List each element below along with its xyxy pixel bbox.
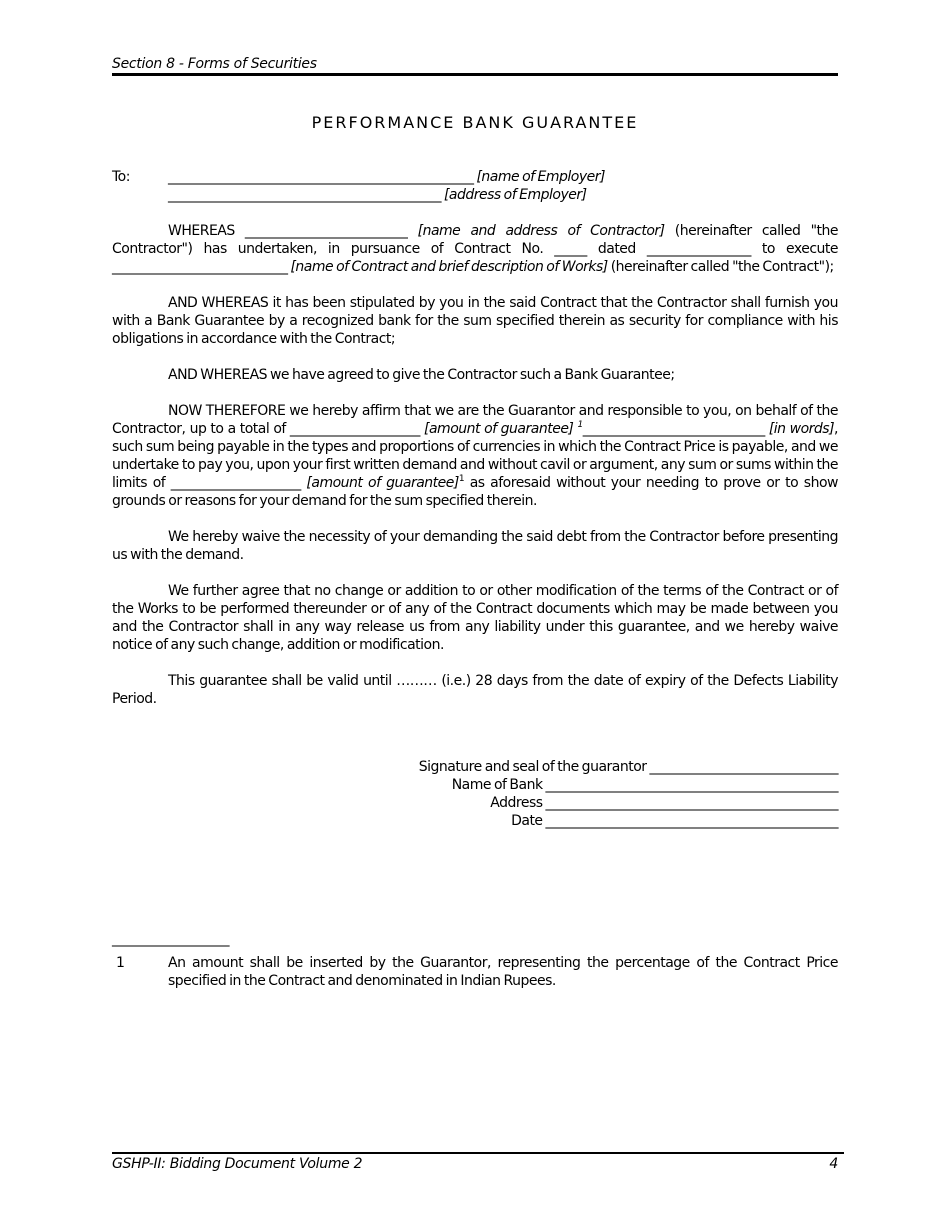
validity-paragraph: This guarantee shall be valid until ……… (i.e.) 28 days from the date of expiry of the Defects Liability Period.: [112, 673, 838, 707]
amount-hint-1: [amount of guarantee]: [424, 421, 574, 437]
signature-block: [112, 758, 838, 830]
employer-address-blank: __________________________________________: [168, 187, 441, 203]
whereas-text-1: WHEREAS _________________________: [168, 223, 418, 239]
now-therefore-text-2: , such sum being payable in the types and proportions of currencies in which the Contract Price is payable, and we undertake to pay you, upon your first written demand and without cavil or argument, any sum or sums within the limits of ____________________: [112, 421, 838, 491]
footnote-text: An amount shall be inserted by the Guarantor, representing the percentage of the Contract Price specified in the Contract and denominated in Indian Rupees.: [168, 955, 838, 989]
address-line: Address _____________________________________________: [490, 795, 838, 811]
contractor-hint: [name and address of Contractor]: [417, 223, 665, 239]
whereas-text-2: (hereinafter called "the Contractor") has undertaken, in pursuance of Contract No. _____ dated ________________ to execute ___________________________: [112, 223, 839, 275]
employer-name-blank: _______________________________________________: [168, 169, 474, 185]
amount-hint-2: [amount of guarantee]: [306, 475, 459, 491]
footnote-number: 1: [116, 955, 125, 971]
words-blank: ____________________________: [582, 421, 769, 437]
words-hint: [in words]: [768, 421, 835, 437]
bank-name-line: Name of Bank _____________________________________________: [451, 777, 838, 793]
employer-address-hint: [address of Employer]: [443, 187, 587, 203]
contract-hint: [name of Contract and brief description of Works]: [290, 259, 608, 275]
further-agree-paragraph: We further agree that no change or addition to or other modification of the terms of the Contract or of the Works to be performed thereunder or of any of the Contract documents which may be made between you and the Contractor shall in any way release us from any liability under this guarantee, and we hereby waive notice of any such change, addition or modification.: [112, 583, 838, 653]
addressee-lines: [168, 168, 838, 204]
and-whereas-paragraph-1: AND WHEREAS it has been stipulated by you in the said Contract that the Contractor shall furnish you with a Bank Guarantee by a recognized bank for the sum specified therein as security for compliance with his obligations in accordance with the Contract;: [112, 295, 838, 347]
now-therefore-paragraph: [112, 402, 838, 510]
footnote-separator: __________________: [112, 931, 229, 947]
footnote-ref-2: 1: [458, 474, 465, 484]
to-label: To:: [112, 169, 130, 185]
page-number: 4: [829, 1156, 838, 1172]
section-header: Section 8 - Forms of Securities: [112, 56, 838, 76]
whereas-paragraph: [112, 222, 838, 276]
guarantee-body: [112, 168, 838, 726]
employer-address-line: [168, 186, 838, 204]
signature-line: Signature and seal of the guarantor _____________________________: [418, 759, 838, 775]
now-therefore-text-1: NOW THEREFORE we hereby affirm that we are the Guarantor and responsible to you, on behalf of the Contractor, up to a total of ____________________: [112, 403, 838, 437]
waive-paragraph: We hereby waive the necessity of your demanding the said debt from the Contractor before presenting us with the demand.: [112, 529, 838, 563]
footnote-ref-1: 1: [577, 420, 583, 430]
page-footer: [112, 1152, 844, 1172]
now-therefore-text-3: as aforesaid without your needing to prove or to show grounds or reasons for your demand for the sum specified therein.: [112, 475, 838, 509]
whereas-text-3: (hereinafter called "the Contract");: [607, 259, 834, 275]
and-whereas-paragraph-2: AND WHEREAS we have agreed to give the Contractor such a Bank Guarantee;: [168, 367, 675, 383]
employer-name-line: [168, 168, 838, 186]
footer-document-title: GSHP-II: Bidding Document Volume 2: [112, 1156, 363, 1172]
footnote: [112, 954, 838, 990]
page-title: PERFORMANCE BANK GUARANTEE: [311, 113, 639, 132]
date-line: Date _____________________________________________: [511, 813, 838, 829]
addressee-block: [112, 168, 838, 204]
employer-name-hint: [name of Employer]: [476, 169, 605, 185]
